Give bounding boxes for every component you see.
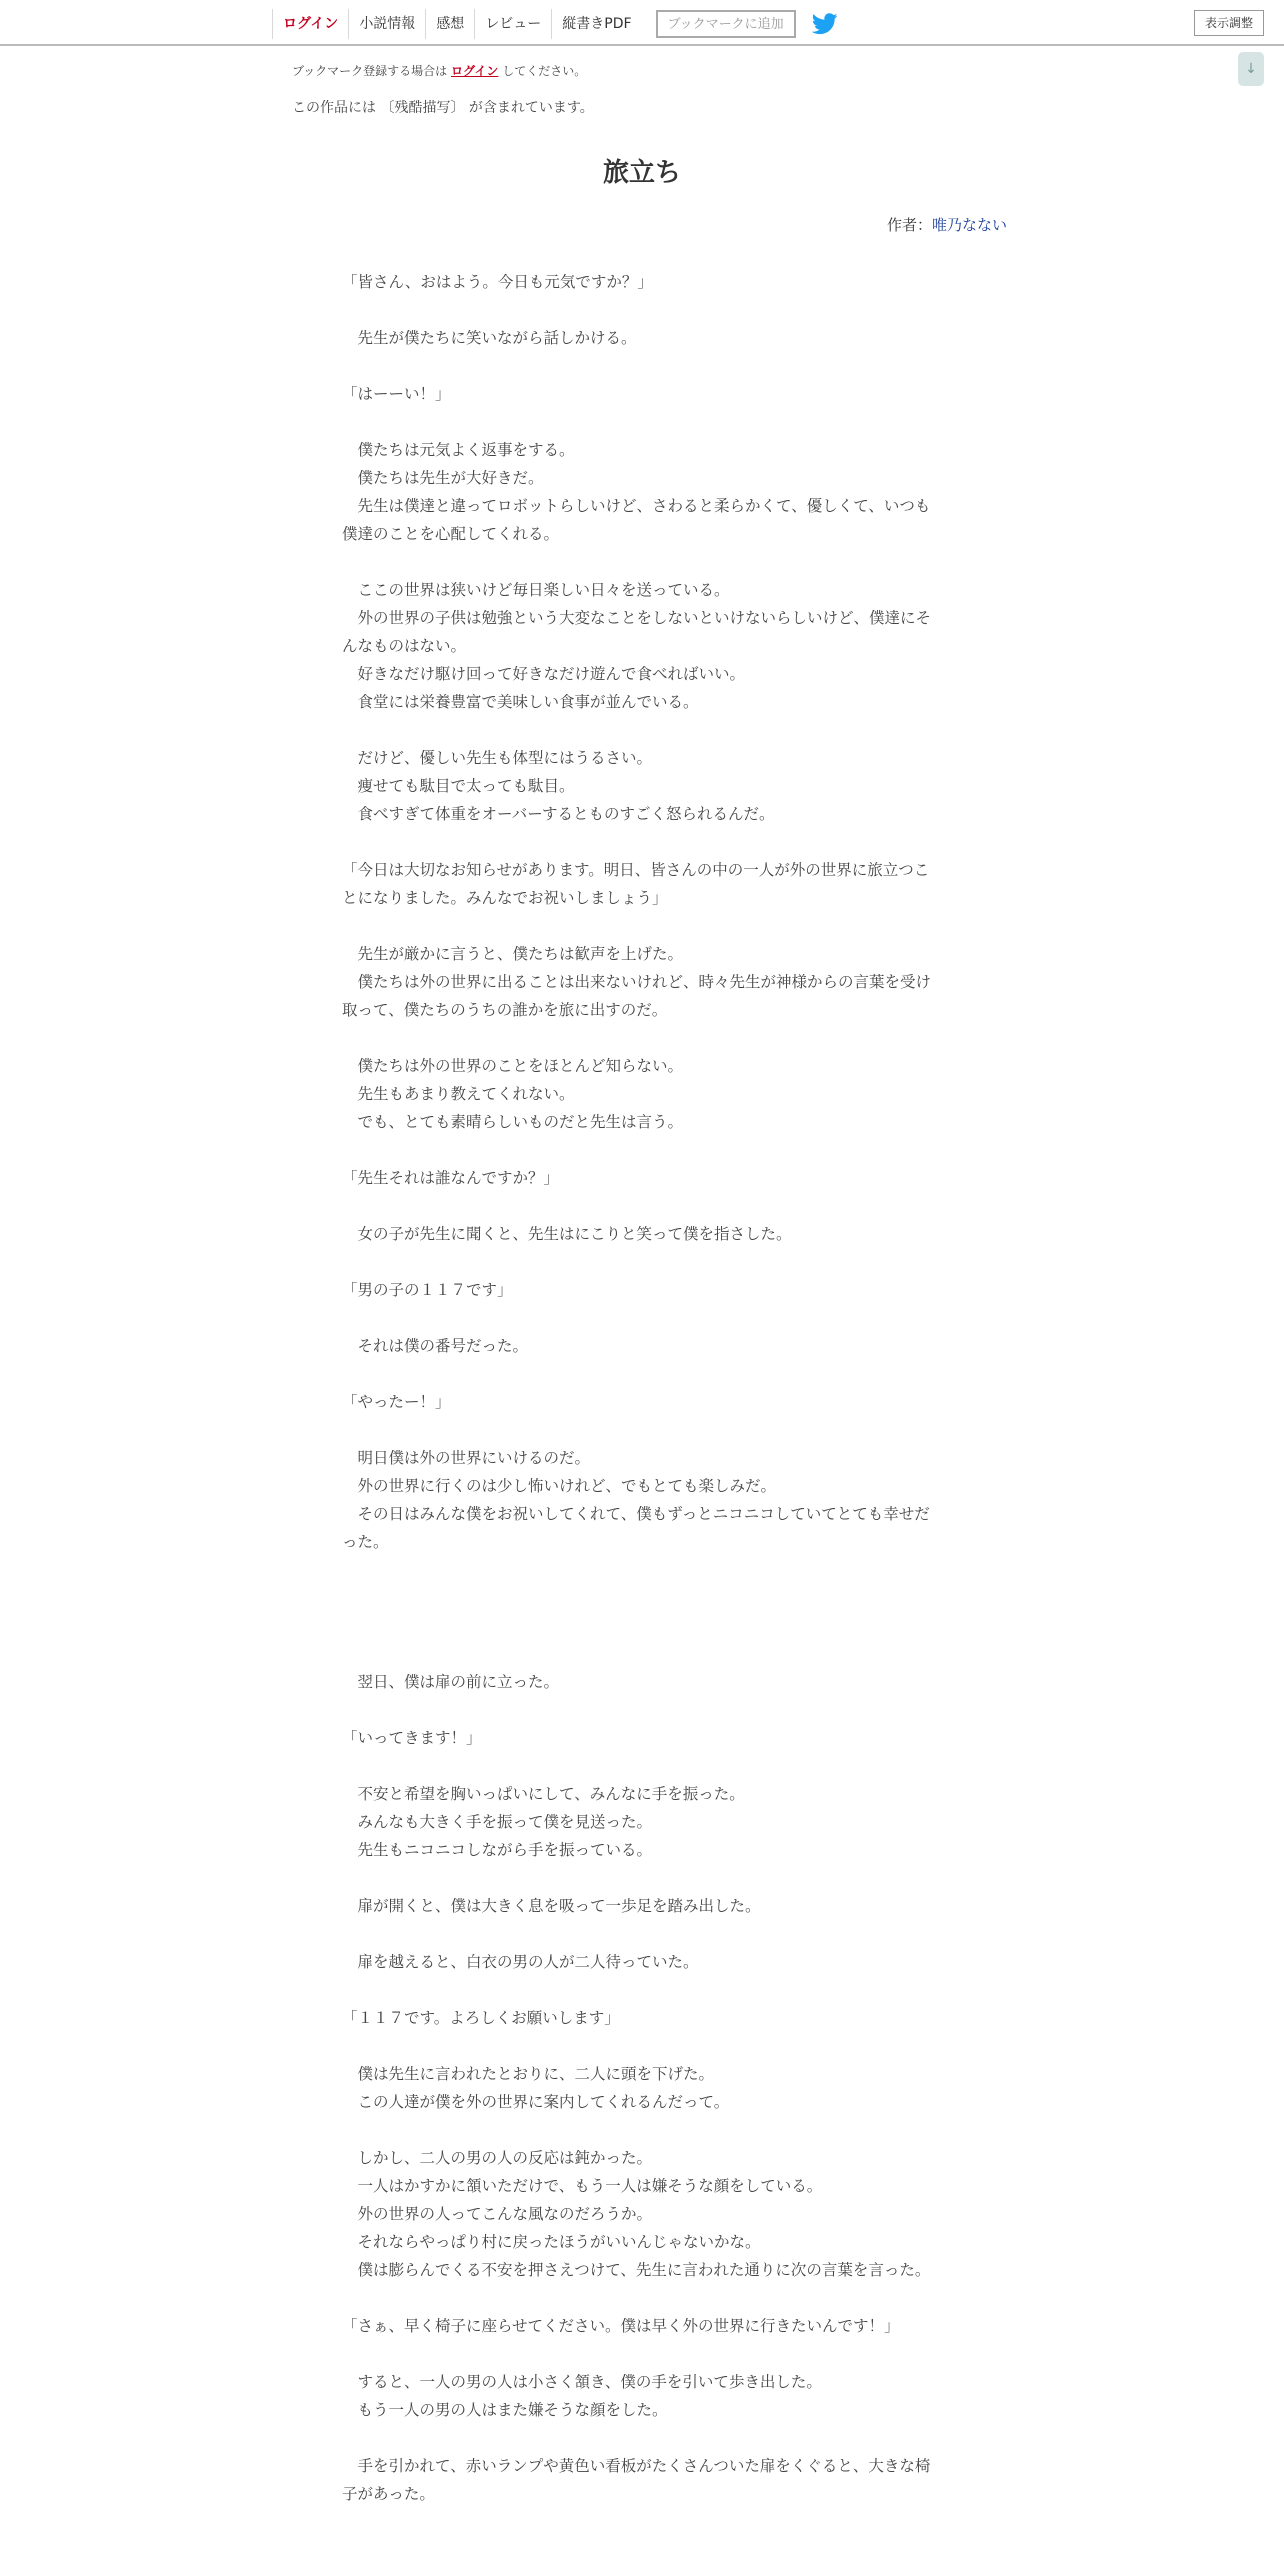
nav-novel-info[interactable]: 小説情報 (348, 9, 425, 39)
novel-paragraph: しかし、二人の男の人の反応は鈍かった。 (342, 2149, 653, 2167)
novel-paragraph: 外の世界に行くのは少し怖いけれど、でもとても楽しみだ。 (342, 1477, 777, 1495)
story-title: 旅立ち (602, 158, 681, 188)
blank-line (342, 1976, 938, 2004)
novel-paragraph: それは僕の番号だった。 (342, 1337, 529, 1355)
notice-suffix: してください。 (502, 64, 587, 78)
blank-line (342, 1360, 938, 1388)
scroll-down-button[interactable]: ↓ (1238, 52, 1264, 86)
blank-line (342, 1640, 938, 1668)
author-link[interactable]: 唯乃なない (931, 216, 1007, 234)
novel-paragraph: 先生が僕たちに笑いながら話しかける。 (342, 329, 637, 347)
blank-line (342, 2284, 938, 2312)
novel-paragraph: 僕たちは元気よく返事をする。 (342, 441, 575, 459)
novel-paragraph: 女の子が先生に聞くと、先生はにこりと笑って僕を指さした。 (342, 1225, 792, 1243)
bookmark-login-notice (292, 62, 586, 79)
twitter-bird-icon (812, 13, 838, 35)
novel-paragraph: 「皆さん、おはよう。今日も元気ですか？」 (342, 273, 653, 291)
blank-line (342, 1248, 938, 1276)
novel-paragraph: 僕は先生に言われたとおりに、二人に頭を下げた。 (342, 2065, 715, 2083)
blank-line (342, 1920, 938, 1948)
blank-line (342, 1556, 938, 1584)
blank-line (342, 1416, 938, 1444)
novel-paragraph: だけど、優しい先生も体型にはうるさい。 (342, 749, 653, 767)
notice-prefix: ブックマーク登録する場合は (292, 64, 448, 78)
novel-paragraph: 好きなだけ駆け回って好きなだけ遊んで食べればいい。 (342, 665, 746, 683)
nav-vertical-pdf[interactable]: 縦書きPDF (551, 9, 641, 39)
novel-paragraph: 食堂には栄養豊富で美味しい食事が並んでいる。 (342, 693, 699, 711)
novel-paragraph: 扉が開くと、僕は大きく息を吸って一歩足を踏み出した。 (342, 1897, 761, 1915)
novel-paragraph: 食べすぎて体重をオーバーするとものすごく怒られるんだ。 (342, 805, 775, 823)
novel-paragraph: 僕は膨らんでくる不安を押さえつけて、先生に言われた通りに次の言葉を言った。 (342, 2261, 931, 2279)
blank-line (342, 1584, 938, 1612)
novel-paragraph: 先生が厳かに言うと、僕たちは歓声を上げた。 (342, 945, 684, 963)
novel-paragraph: 翌日、僕は扉の前に立った。 (342, 1673, 560, 1691)
novel-paragraph: 「男の子の１１７です」 (342, 1281, 513, 1299)
novel-paragraph: 扉を越えると、白衣の男の人が二人待っていた。 (342, 1953, 699, 1971)
novel-paragraph: 「先生それは誰なんですか？」 (342, 1169, 560, 1187)
novel-paragraph: 先生は僕達と違ってロボットらしいけど、さわると柔らかくて、優しくて、いつも僕達のことを心配してくれる。 (342, 497, 931, 543)
author-line (887, 214, 1007, 235)
blank-line (342, 408, 938, 436)
novel-paragraph: すると、一人の男の人は小さく頷き、僕の手を引いて歩き出した。 (342, 2373, 822, 2391)
blank-line (342, 1864, 938, 1892)
novel-paragraph: 僕たちは外の世界のことをほとんど知らない。 (342, 1057, 684, 1075)
blank-line (342, 912, 938, 940)
blank-line (342, 1024, 938, 1052)
novel-paragraph: みんなも大きく手を振って僕を見送った。 (342, 1813, 653, 1831)
nav-login[interactable]: ログイン (272, 9, 348, 39)
add-bookmark-button[interactable]: ブックマークに追加 (656, 10, 796, 38)
blank-line (342, 2116, 938, 2144)
blank-line (342, 1304, 938, 1332)
blank-line (342, 296, 938, 324)
display-settings-button[interactable]: 表示調整 (1194, 10, 1264, 36)
main-nav (272, 9, 838, 39)
blank-line (342, 1696, 938, 1724)
novel-paragraph: 痩せても駄目で太っても駄目。 (342, 777, 575, 795)
novel-paragraph: ここの世界は狭いけど毎日楽しい日々を送っている。 (342, 581, 730, 599)
blank-line (342, 1752, 938, 1780)
novel-paragraph: それならやっぱり村に戻ったほうがいいんじゃないかな。 (342, 2233, 761, 2251)
blank-line (342, 352, 938, 380)
novel-paragraph: 僕たちは外の世界に出ることは出来ないけれど、時々先生が神様からの言葉を受け取って、僕たちのうちの誰かを旅に出すのだ。 (342, 973, 932, 1019)
novel-paragraph: 「今日は大切なお知らせがあります。明日、皆さんの中の一人が外の世界に旅立つことになりました。みんなでお祝いしましょう」 (342, 861, 930, 907)
novel-paragraph: 先生もあまり教えてくれない。 (342, 1085, 575, 1103)
novel-paragraph: もう一人の男の人はまた嫌そうな顔をした。 (342, 2401, 668, 2419)
nav-review[interactable]: レビュー (474, 9, 551, 39)
notice-login-link[interactable]: ログイン (451, 64, 499, 78)
novel-paragraph: 「１１７です。よろしくお願いします」 (342, 2009, 620, 2027)
nav-impressions[interactable]: 感想 (425, 9, 474, 39)
novel-paragraph: 明日僕は外の世界にいけるのだ。 (342, 1449, 591, 1467)
novel-paragraph: 一人はかすかに頷いただけで、もう一人は嫌そうな顔をしている。 (342, 2177, 823, 2195)
novel-paragraph: この人達が僕を外の世界に案内してくれるんだって。 (342, 2093, 730, 2111)
novel-paragraph: 外の世界の人ってこんな風なのだろうか。 (342, 2205, 653, 2223)
blank-line (342, 2424, 938, 2452)
blank-line (342, 1192, 938, 1220)
content-warning: この作品には 〔残酷描写〕 が含まれています。 (292, 100, 594, 116)
novel-paragraph: 「やったー！」 (342, 1393, 451, 1411)
novel-paragraph: 外の世界の子供は勉強という大変なことをしないといけないらしいけど、僕達にそんなものはない。 (342, 609, 932, 655)
novel-paragraph: 「さぁ、早く椅子に座らせてください。僕は早く外の世界に行きたいんです！」 (342, 2317, 900, 2335)
blank-line (342, 1612, 938, 1640)
novel-paragraph: 「いってきます！」 (342, 1729, 482, 1747)
author-label: 作者： (886, 216, 932, 234)
novel-paragraph: でも、とても素晴らしいものだと先生は言う。 (342, 1113, 684, 1131)
blank-line (342, 548, 938, 576)
novel-paragraph: 僕たちは先生が大好きだ。 (342, 469, 544, 487)
novel-body (342, 268, 938, 2508)
twitter-share-button[interactable] (812, 13, 838, 35)
top-navigation-bar (0, 0, 1284, 46)
blank-line (342, 828, 938, 856)
blank-line (342, 2032, 938, 2060)
blank-line (342, 716, 938, 744)
blank-line (342, 1136, 938, 1164)
novel-paragraph: 先生もニコニコしながら手を振っている。 (342, 1841, 653, 1859)
blank-line (342, 2340, 938, 2368)
novel-paragraph: 不安と希望を胸いっぱいにして、みんなに手を振った。 (342, 1785, 745, 1803)
novel-paragraph: 「はーーい！」 (342, 385, 451, 403)
novel-paragraph: 手を引かれて、赤いランプや黄色い看板がたくさんついた扉をくぐると、大きな椅子があった。 (342, 2457, 931, 2503)
novel-paragraph: その日はみんな僕をお祝いしてくれて、僕もずっとニコニコしていてとても幸せだった。 (342, 1505, 930, 1551)
